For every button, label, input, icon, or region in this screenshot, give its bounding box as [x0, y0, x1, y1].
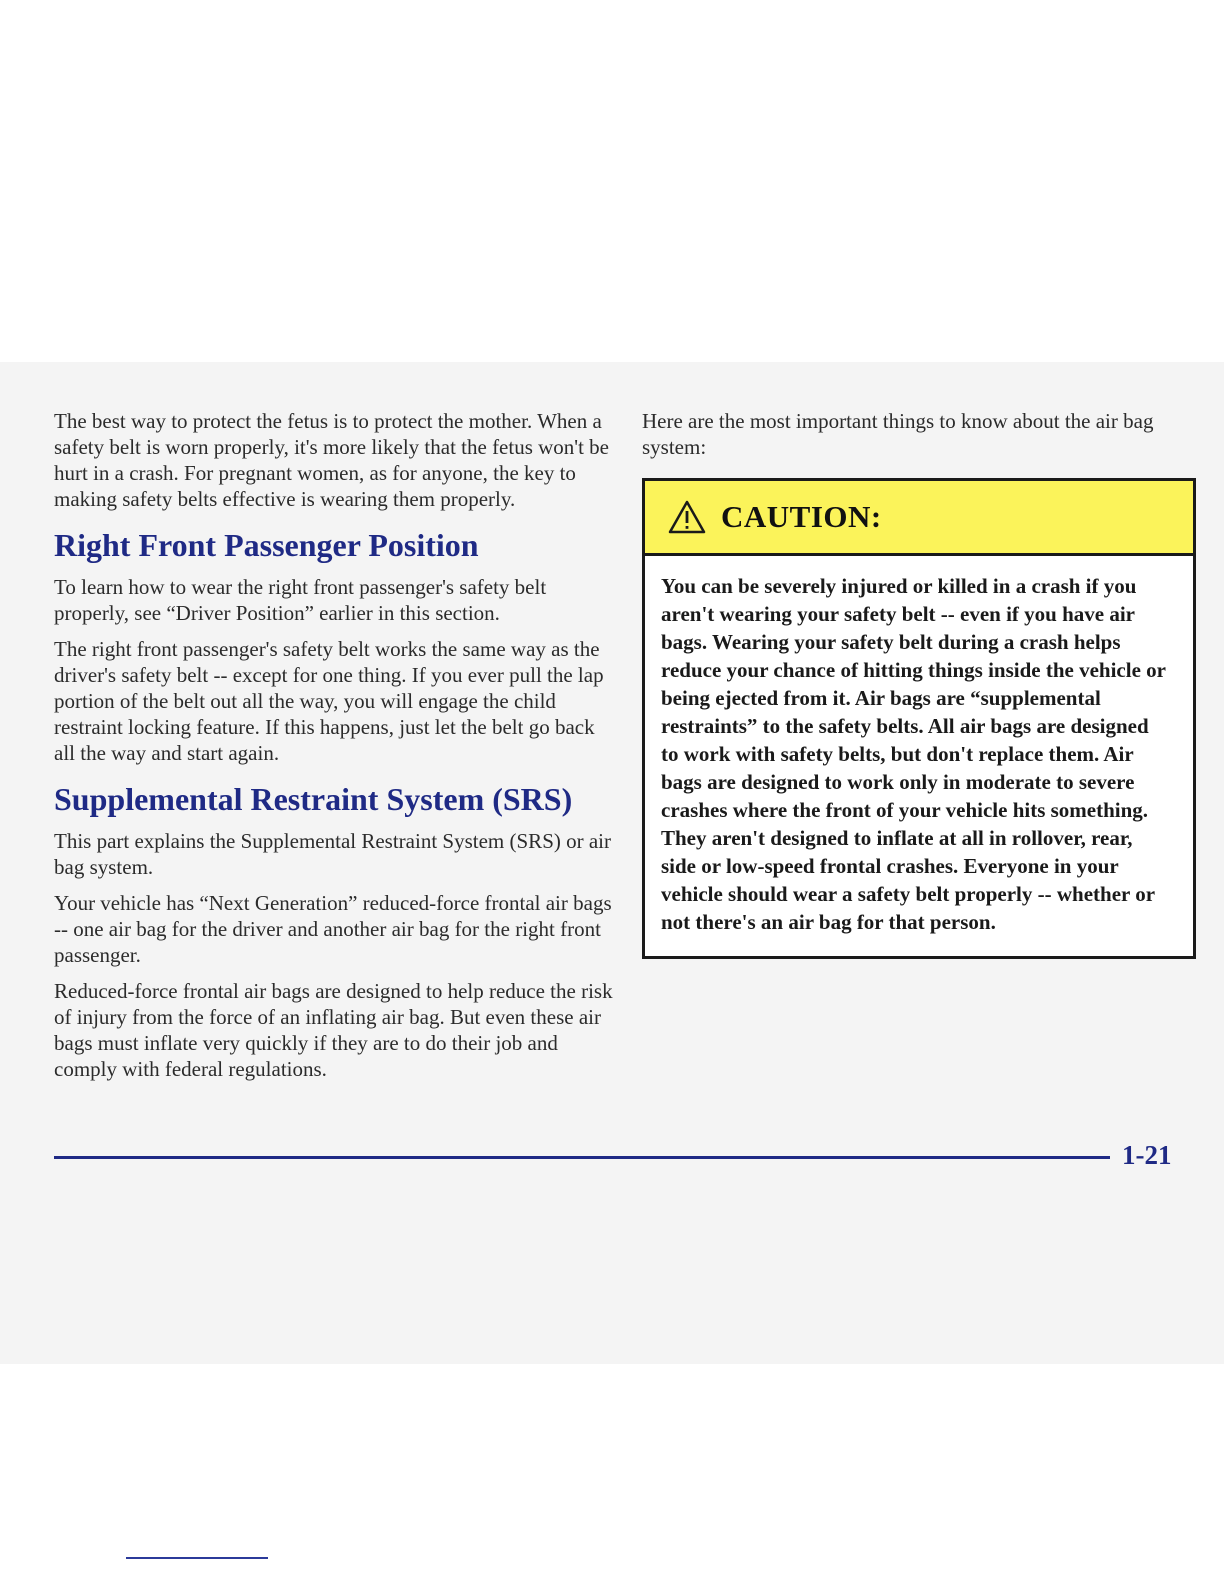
- caution-text: You can be severely injured or killed in a crash if you aren't wearing your safety belt -- even if you have air bags. Wearing your safety belt during a crash helps reduce your chance of hitting things inside the vehicle or being ejected from it. Air bags are “supplemental restraints” to the safety belts. All air bags are designed to work with safety belts, but don't replace them. Air bags are designed to work only in moderate to severe crashes where the front of your vehicle hits something. They aren't designed to inflate at all in rollover, rear, side or low-speed frontal crashes. Everyone in your vehicle should wear a safety belt properly -- whether or not there's an air bag for that person.: [661, 574, 1166, 934]
- section-heading-srs: Supplemental Restraint System (SRS): [54, 781, 573, 817]
- paragraph-reduced-force: Reduced-force frontal air bags are designed to help reduce the risk of injury from the force of an inflating air bag. But even these air bags must inflate very quickly if they are to do their job and comply with federal regulations.: [54, 979, 613, 1081]
- caution-header: [645, 481, 1193, 556]
- page-number: 1-21: [1122, 1140, 1172, 1170]
- footer-rule: [54, 1156, 1110, 1159]
- bottom-link-underline: [126, 1557, 268, 1559]
- paragraph-next-generation: Your vehicle has “Next Generation” reduced-force frontal air bags -- one air bag for the driver and another air bag for the right front passenger.: [54, 891, 612, 967]
- paragraph-wear-belt: To learn how to wear the right front passenger's safety belt properly, see “Driver Position” earlier in this section.: [54, 575, 547, 625]
- right-column: [642, 408, 1198, 959]
- intro-paragraph: The best way to protect the fetus is to protect the mother. When a safety belt is worn properly, it's more likely that the fetus won't be hurt in a crash. For pregnant women, as for anyone, the key to making safety belts effective is wearing them properly.: [54, 409, 609, 511]
- caution-title: CAUTION:: [721, 499, 882, 534]
- air-bag-intro-paragraph: Here are the most important things to know about the air bag system:: [642, 409, 1154, 459]
- paragraph-srs-intro: This part explains the Supplemental Restraint System (SRS) or air bag system.: [54, 829, 612, 879]
- paragraph-belt-works: The right front passenger's safety belt works the same way as the driver's safety belt -- except for one thing. If you ever pull the lap portion of the belt out all the way, you will engage the child restraint locking feature. If this happens, just let the belt go back all the way and start again.: [54, 637, 604, 765]
- left-column: [54, 408, 614, 1092]
- warning-triangle-icon: [667, 499, 707, 535]
- caution-box: [642, 478, 1196, 959]
- section-heading-right-front-passenger: Right Front Passenger Position: [54, 527, 479, 563]
